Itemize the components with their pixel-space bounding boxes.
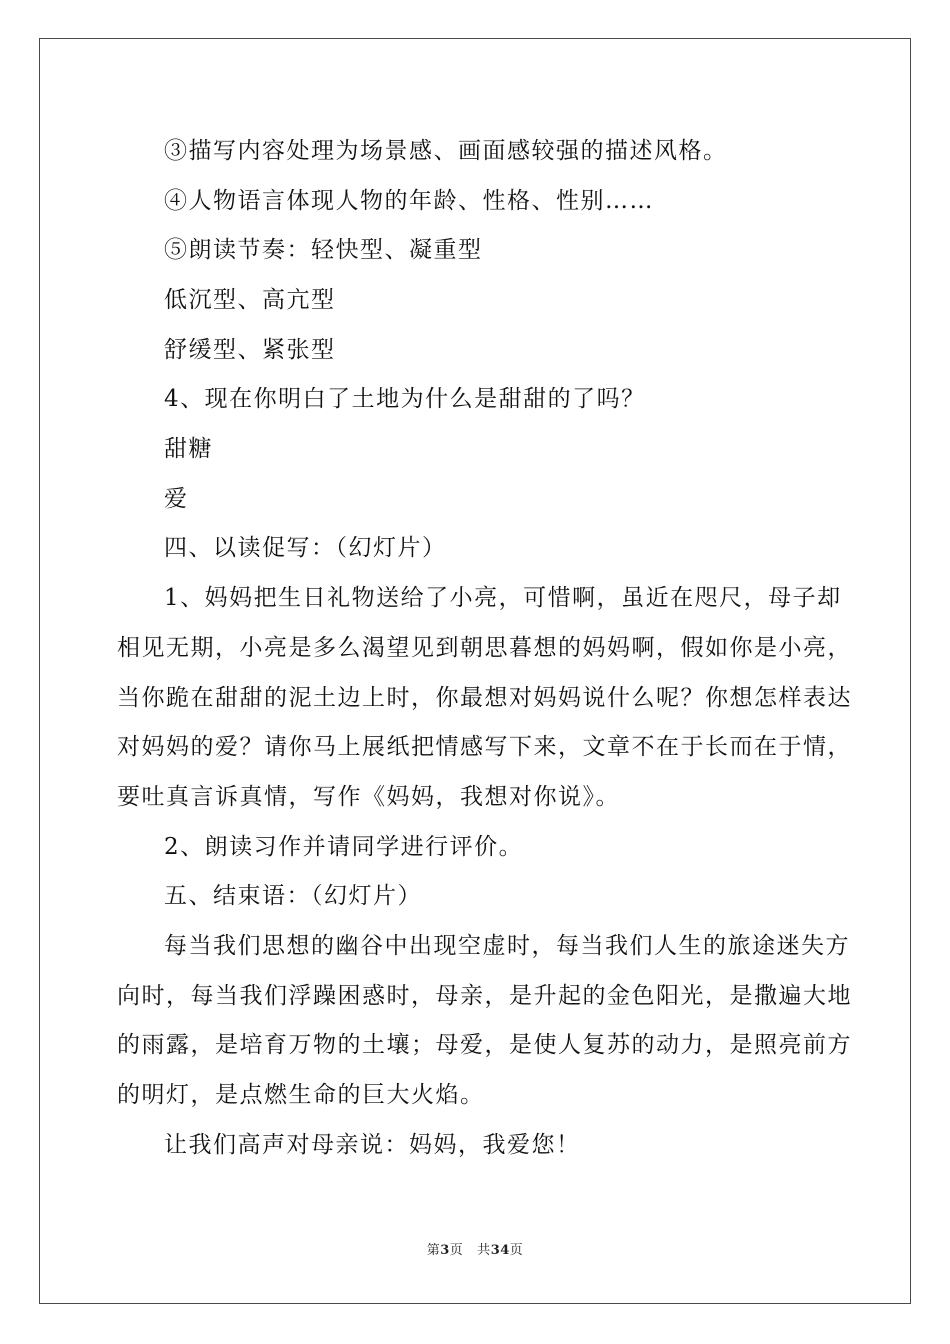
page-border — [39, 38, 911, 1304]
section-heading: 四、以读促写：（幻灯片） — [164, 535, 447, 561]
paragraph-line: 向时，每当我们浮躁困惑时，母亲，是升起的金色阳光，是撒遍大地 — [117, 983, 852, 1009]
paragraph-line: 要吐真言诉真情，写作《妈妈，我想对你说》。 — [117, 784, 620, 810]
paragraph-line: 2、朗读习作并请同学进行评价。 — [164, 834, 524, 860]
page-footer — [0, 1239, 950, 1258]
page-prefix: 第 — [426, 1243, 441, 1258]
paragraph-line: 相见无期，小亮是多么渴望见到朝思暮想的妈妈啊，假如你是小亮， — [117, 635, 852, 661]
paragraph-line: ⑤朗读节奏：轻快型、凝重型 — [164, 237, 483, 263]
paragraph-line: 甜糖 — [164, 436, 213, 462]
paragraph-line: 舒缓型、紧张型 — [164, 337, 336, 363]
paragraph-line: 1、妈妈把生日礼物送给了小亮，可惜啊，虽近在咫尺，母子却 — [164, 585, 842, 611]
section-heading: 五、结束语：（幻灯片） — [164, 883, 422, 909]
paragraph-line: 4、现在你明白了土地为什么是甜甜的了吗？ — [164, 386, 646, 412]
total-prefix: 共 — [477, 1243, 491, 1258]
page-number: 3 — [440, 1243, 450, 1258]
page-suffix: 页 — [449, 1243, 464, 1258]
paragraph-line: 对妈妈的爱？请你马上展纸把情感写下来，文章不在于长而在于情， — [117, 734, 852, 760]
paragraph-line: 低沉型、高亢型 — [164, 287, 336, 313]
paragraph-line: 的雨露，是培育万物的土壤；母爱，是使人复苏的动力，是照亮前方 — [117, 1032, 852, 1058]
paragraph-line: 让我们高声对母亲说：妈妈，我爱您！ — [164, 1132, 581, 1158]
total-suffix: 页 — [509, 1243, 524, 1258]
total-pages: 34 — [490, 1243, 510, 1258]
paragraph-line: ③描写内容处理为场景感、画面感较强的描述风格。 — [164, 138, 728, 164]
paragraph-line: 的明灯，是点燃生命的巨大火焰。 — [117, 1082, 485, 1108]
paragraph-line: ④人物语言体现人物的年龄、性格、性别…… — [164, 188, 654, 214]
paragraph-line: 爱 — [164, 486, 189, 512]
paragraph-line: 当你跪在甜甜的泥土边上时，你最想对妈妈说什么呢？你想怎样表达 — [117, 685, 852, 711]
paragraph-line: 每当我们思想的幽谷中出现空虚时，每当我们人生的旅途迷失方 — [164, 933, 850, 959]
